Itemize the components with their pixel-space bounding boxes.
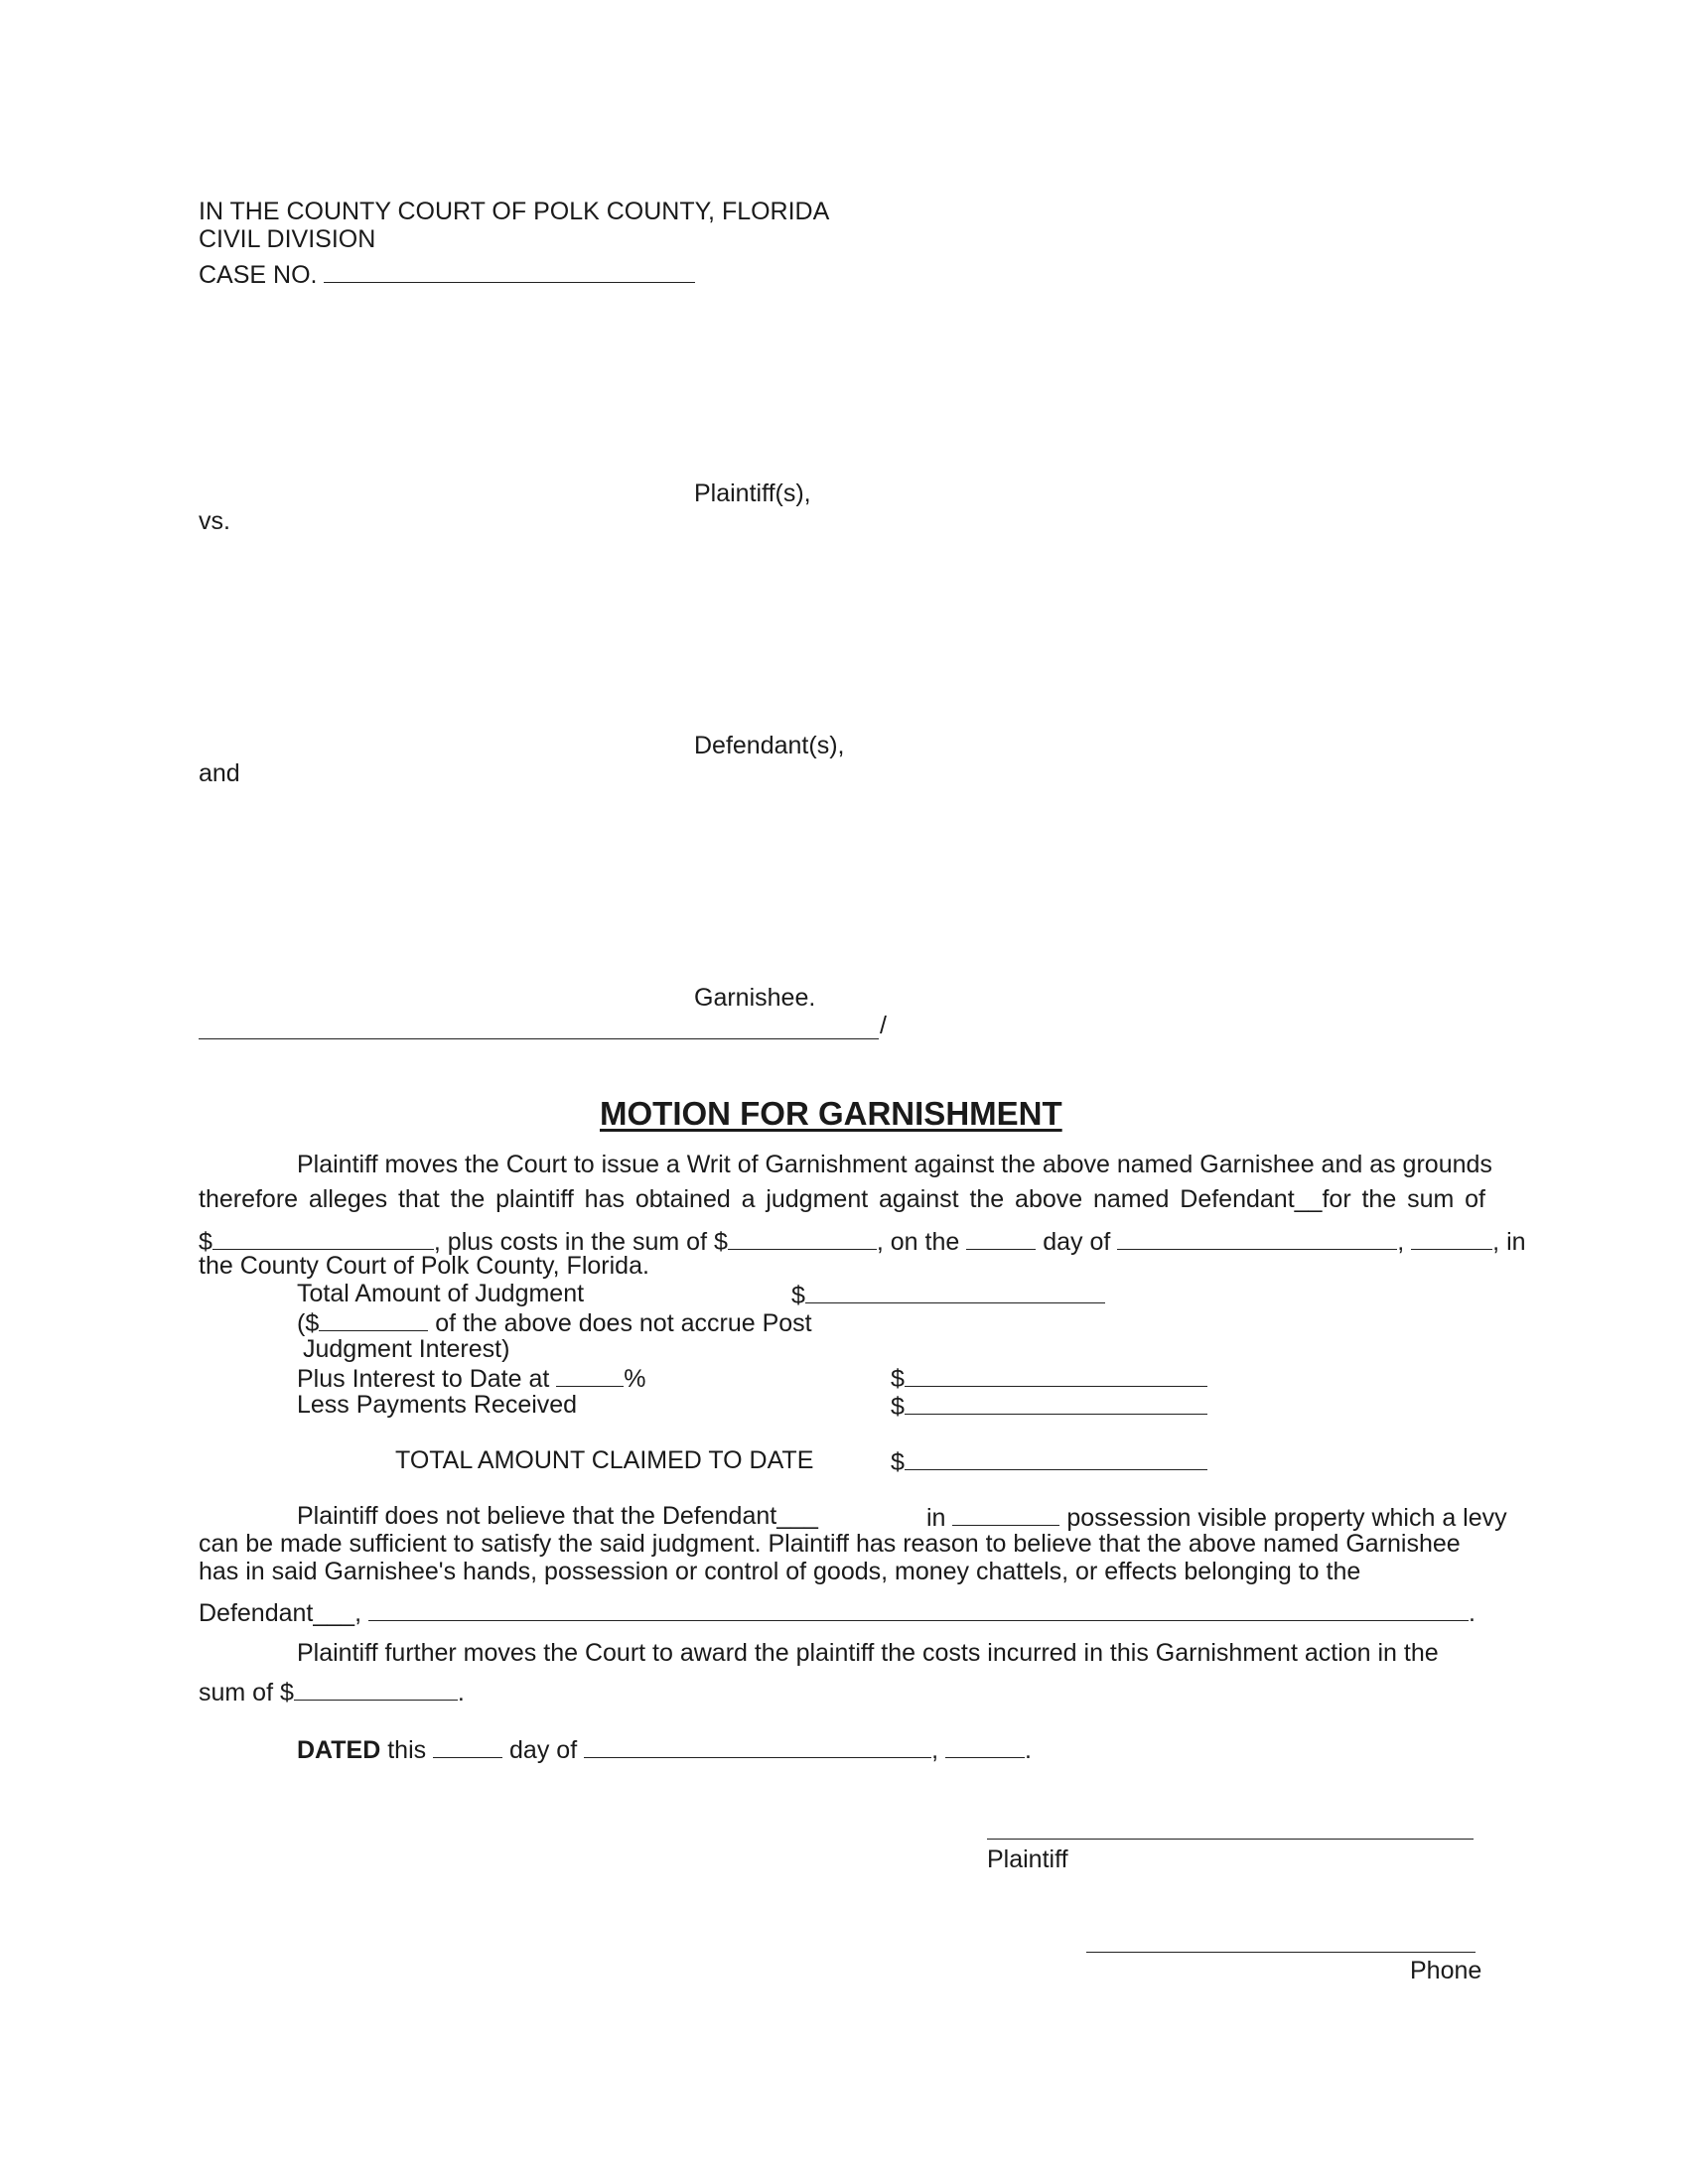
defendant-suffix-blank-2[interactable]: ___ xyxy=(776,1502,818,1530)
division-heading: CIVIL DIVISION xyxy=(199,225,376,253)
defendant-label-inline: Defendant xyxy=(199,1599,314,1627)
plus-interest-amount xyxy=(891,1364,1207,1394)
judgment-year-field[interactable] xyxy=(1411,1227,1492,1250)
plus-interest-row xyxy=(297,1364,645,1394)
para1-line2-text: therefore alleges that the plaintiff has obtained a judgment against the above named Defendant xyxy=(199,1185,1295,1213)
on-the-label: , on the xyxy=(876,1228,960,1256)
dated-row xyxy=(297,1735,1032,1765)
no-accrue-row xyxy=(297,1308,812,1338)
dollar-sign: $ xyxy=(791,1282,805,1309)
case-number-label: CASE NO. xyxy=(199,261,318,289)
document-title: MOTION FOR GARNISHMENT xyxy=(600,1095,1062,1132)
phone-line[interactable] xyxy=(1086,1952,1476,1953)
less-payments-label: Less Payments Received xyxy=(297,1391,578,1419)
garnishee-label: Garnishee. xyxy=(694,984,816,1012)
plus-interest-label: Plus Interest to Date at xyxy=(297,1365,550,1393)
dated-month-field[interactable] xyxy=(584,1735,931,1758)
no-accrue-field[interactable] xyxy=(319,1308,428,1331)
day-of-label: day of xyxy=(1043,1228,1111,1256)
total-claimed-label: TOTAL AMOUNT CLAIMED TO DATE xyxy=(395,1446,814,1474)
no-accrue-open: ($ xyxy=(297,1309,320,1337)
dated-day-field[interactable] xyxy=(433,1735,502,1758)
para1-line2 xyxy=(199,1185,1485,1214)
para2-line1-start xyxy=(297,1503,818,1531)
comma: , xyxy=(931,1736,939,1764)
judgment-day-field[interactable] xyxy=(966,1227,1036,1250)
plaintiff-signature-label: Plaintiff xyxy=(987,1845,1068,1873)
para3-line2 xyxy=(199,1678,465,1707)
period: . xyxy=(457,1679,465,1706)
garnishment-costs-field[interactable] xyxy=(294,1678,458,1701)
plus-interest-field[interactable] xyxy=(905,1364,1207,1387)
judgment-month-field[interactable] xyxy=(1117,1227,1397,1250)
phone-label: Phone xyxy=(1410,1957,1482,1984)
para1-line4: the County Court of Polk County, Florida. xyxy=(199,1252,649,1280)
plaintiff-label: Plaintiff(s), xyxy=(694,479,811,507)
sum-of-label: sum of $ xyxy=(199,1679,294,1706)
less-payments-amount xyxy=(891,1392,1207,1422)
dated-label: DATED xyxy=(297,1736,381,1764)
para2-line2: can be made sufficient to satisfy the said judgment. Plaintiff has reason to believe that the above named Garnishee xyxy=(199,1530,1461,1558)
in-label: in xyxy=(926,1504,946,1532)
plaintiff-signature-line[interactable] xyxy=(987,1839,1474,1840)
dollar-sign: $ xyxy=(891,1365,905,1393)
in-label: , in xyxy=(1492,1228,1526,1256)
interest-rate-field[interactable] xyxy=(556,1364,624,1387)
costs-sum-field[interactable] xyxy=(728,1227,877,1250)
possession-field[interactable] xyxy=(952,1503,1059,1526)
period: . xyxy=(1025,1736,1032,1764)
total-judgment-field[interactable] xyxy=(805,1281,1105,1303)
less-payments-field[interactable] xyxy=(905,1392,1207,1415)
case-number-row xyxy=(199,260,695,290)
defendant-label: Defendant(s), xyxy=(694,732,845,759)
caption-slash: / xyxy=(880,1012,887,1039)
period: . xyxy=(1469,1599,1476,1627)
total-judgment-label: Total Amount of Judgment xyxy=(297,1280,585,1307)
total-claimed-field[interactable] xyxy=(905,1447,1207,1470)
para2-line1-end xyxy=(926,1503,1507,1533)
para2-line4 xyxy=(199,1598,1476,1628)
para2-line1-tail: possession visible property which a levy xyxy=(1066,1504,1507,1532)
defendant-suffix-blank-3[interactable]: ___ xyxy=(313,1599,355,1627)
total-judgment-amount xyxy=(791,1281,1105,1310)
no-accrue-text: of the above does not accrue Post xyxy=(435,1309,812,1337)
caption-divider xyxy=(199,1038,879,1039)
comma: , xyxy=(1397,1228,1405,1256)
court-heading: IN THE COUNTY COURT OF POLK COUNTY, FLORIDA xyxy=(199,198,830,225)
dated-year-field[interactable] xyxy=(945,1735,1025,1758)
dollar-sign: $ xyxy=(891,1393,905,1421)
judgment-sum-field[interactable] xyxy=(212,1227,434,1250)
para2-line1-text: Plaintiff does not believe that the Defendant xyxy=(297,1502,777,1530)
para3-line1: Plaintiff further moves the Court to award the plaintiff the costs incurred in this Garnishment action in the xyxy=(297,1639,1439,1667)
day-of-label: day of xyxy=(509,1736,578,1764)
no-accrue-continued: Judgment Interest) xyxy=(303,1335,510,1363)
defendant-suffix-blank[interactable]: __ xyxy=(1294,1185,1323,1213)
vs-label: vs. xyxy=(199,507,230,535)
comma: , xyxy=(354,1599,362,1627)
property-description-field[interactable] xyxy=(368,1598,1469,1621)
para2-line3: has in said Garnishee's hands, possession or control of goods, money chattels, or effects belonging to the xyxy=(199,1558,1361,1585)
dollar-sign: $ xyxy=(891,1448,905,1476)
and-label: and xyxy=(199,759,240,787)
para1-line2-end: for the sum of xyxy=(1322,1185,1485,1213)
dollar-sign: $ xyxy=(199,1228,212,1256)
percent-sign: % xyxy=(624,1365,646,1393)
this-label: this xyxy=(387,1736,427,1764)
total-claimed-amount xyxy=(891,1447,1207,1477)
costs-label: , plus costs in the sum of $ xyxy=(433,1228,728,1256)
case-number-field[interactable] xyxy=(324,260,695,283)
para1-line1: Plaintiff moves the Court to issue a Writ of Garnishment against the above named Garnishee and as grounds xyxy=(297,1151,1492,1178)
